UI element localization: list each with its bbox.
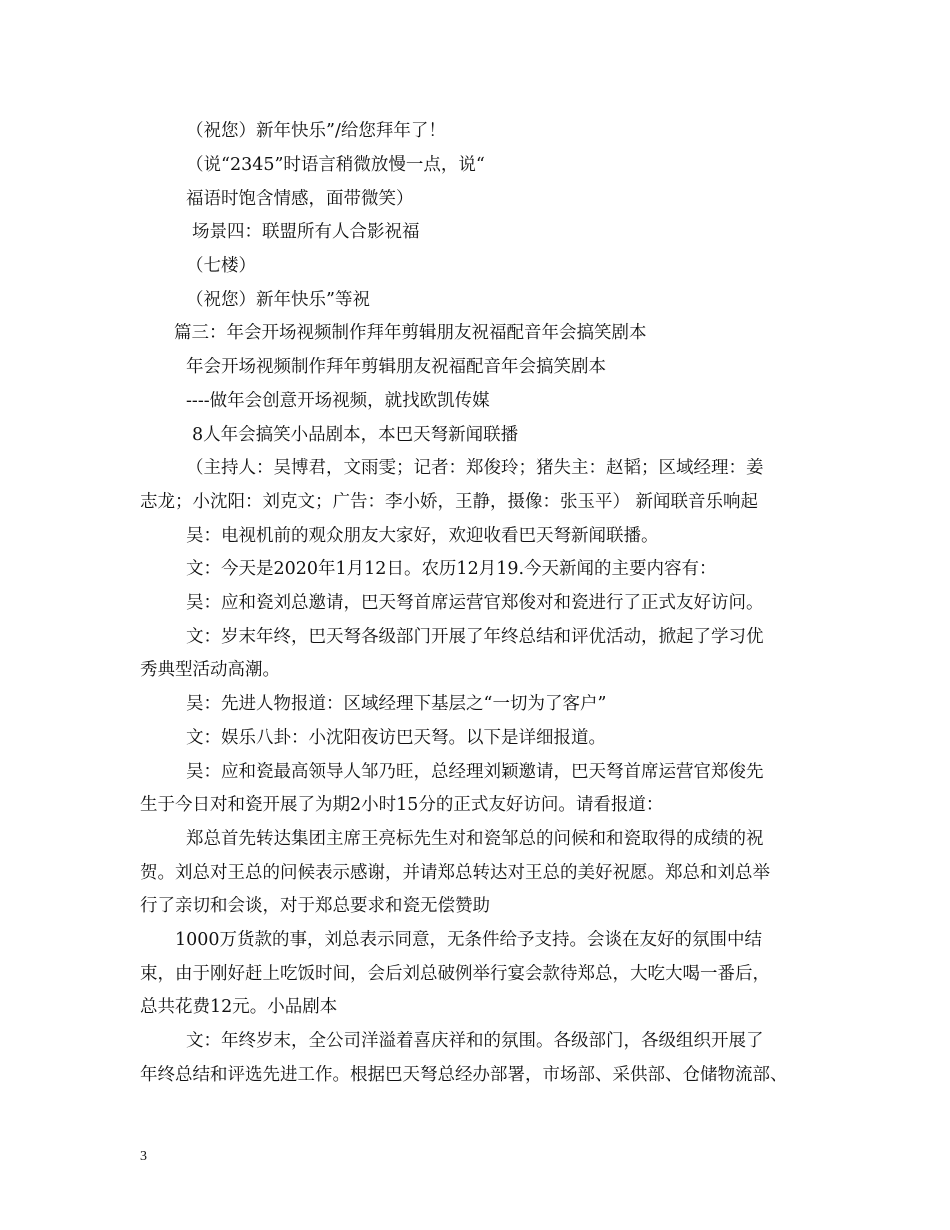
text-line: 郑总首先转达集团主席王亮标先生对和瓷邹总的问候和和瓷取得的成绩的祝 <box>186 829 764 849</box>
text-line: 志龙；小沈阳：刘克文；广告：李小娇，王静，摄像：张玉平） 新闻联音乐响起 <box>140 492 759 512</box>
text-line: ----做年会创意开场视频，就找欧凯传媒 <box>186 391 490 411</box>
text-line: 福语时饱含情感，面带微笑） <box>186 189 414 209</box>
text-line: 秀典型活动高潮。 <box>140 660 280 680</box>
text-line: 场景四：联盟所有人合影祝福 <box>192 222 420 242</box>
text-line: 生于今日对和瓷开展了为期2小时15分的正式友好访问。请看报道： <box>140 795 664 815</box>
text-line: 1000万货款的事，刘总表示同意，无条件给予支持。会谈在友好的氛围中结 <box>175 930 763 950</box>
text-line: 吴：应和瓷最高领导人邹乃旺，总经理刘颖邀请，巴天弩首席运营官郑俊先 <box>186 762 764 782</box>
text-line: 束，由于刚好赶上吃饭时间，会后刘总破例举行宴会款待郑总，大吃大喝一番后， <box>140 964 770 984</box>
text-line: （七楼） <box>186 256 256 276</box>
text-line: 吴：应和瓷刘总邀请，巴天弩首席运营官郑俊对和瓷进行了正式友好访问。 <box>186 593 764 613</box>
text-line: 总共花费12元。小品剧本 <box>140 997 338 1017</box>
text-line: 吴：先进人物报道：区域经理下基层之“一切为了客户” <box>186 694 607 714</box>
text-line: 贺。刘总对王总的问候表示感谢，并请郑总转达对王总的美好祝愿。郑总和刘总举 <box>140 863 770 883</box>
text-line: 8人年会搞笑小品剧本，本巴天弩新闻联播 <box>192 425 519 445</box>
text-line: 文：年终岁末，全公司洋溢着喜庆祥和的氛围。各级部门，各级组织开展了 <box>186 1031 764 1051</box>
section-heading: 篇三：年会开场视频制作拜年剪辑朋友祝福配音年会搞笑剧本 <box>174 323 647 343</box>
page-number: 3 <box>140 1149 147 1164</box>
text-line: （祝您）新年快乐”/给您拜年了！ <box>186 121 446 141</box>
text-line: 文：今天是2020年1月12日。农历12月19.今天新闻的主要内容有： <box>186 559 717 579</box>
text-line: 文：娱乐八卦：小沈阳夜访巴天弩。以下是详细报道。 <box>186 728 606 748</box>
text-line: （祝您）新年快乐”等祝 <box>186 290 370 310</box>
text-line: 吴：电视机前的观众朋友大家好，欢迎收看巴天弩新闻联播。 <box>186 526 659 546</box>
text-line: 行了亲切和会谈，对于郑总要求和瓷无偿赞助 <box>140 896 490 916</box>
text-line: （主持人：吴博君，文雨雯；记者：郑俊玲；猪失主：赵韬；区域经理：姜 <box>186 458 764 478</box>
text-line: 年会开场视频制作拜年剪辑朋友祝福配音年会搞笑剧本 <box>186 357 606 377</box>
text-line: 文：岁末年终，巴天弩各级部门开展了年终总结和评优活动，掀起了学习优 <box>186 627 764 647</box>
text-line: 年终总结和评选先进工作。根据巴天弩总经办部署，市场部、采供部、仓储物流部、 <box>140 1065 788 1085</box>
text-line: （说“2345”时语言稍微放慢一点，说“ <box>186 155 485 175</box>
